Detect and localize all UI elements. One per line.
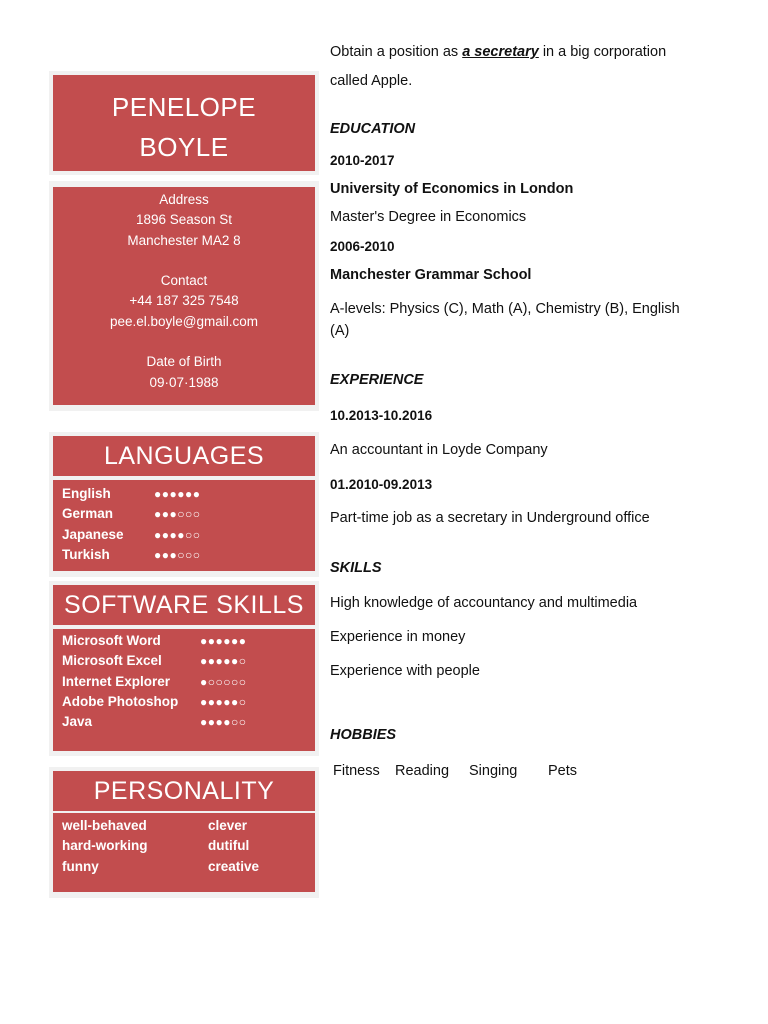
education-detail: A-levels: Physics (C), Math (A), Chemistry (B), English <box>330 301 680 317</box>
language-level: ●●●●●● <box>154 487 201 501</box>
experience-period: 10.2013-10.2016 <box>330 408 433 423</box>
software-name: Java <box>62 714 93 730</box>
skill-item: High knowledge of accountancy and multimedia <box>330 595 638 611</box>
software-name: Internet Explorer <box>62 673 171 689</box>
first-name: PENELOPE <box>111 92 257 122</box>
education-school: Manchester Grammar School <box>330 267 532 283</box>
software-name: Microsoft Word <box>62 633 161 648</box>
software-row <box>62 692 315 712</box>
objective-highlight: a secretary <box>462 44 539 60</box>
hobby-item: Singing <box>469 763 518 779</box>
personality-title: PERSONALITY <box>53 771 315 811</box>
phone-number: +44 187 325 7548 <box>129 293 239 309</box>
language-level: ●●●○○○ <box>154 507 201 522</box>
education-detail: Master's Degree in Economics <box>330 209 527 225</box>
personality-trait: hard-working <box>62 838 148 854</box>
experience-role: Part-time job as a secretary in Underground office <box>330 510 650 526</box>
personality-trait: well-behaved <box>62 818 147 833</box>
language-level: ●●●○○○ <box>154 547 201 562</box>
name-panel <box>49 71 319 175</box>
last-name: BOYLE <box>139 132 229 162</box>
contact-label: Contact <box>160 273 208 289</box>
personality-trait: creative <box>208 858 260 874</box>
skill-item: Experience in money <box>330 629 466 645</box>
software-list <box>53 629 315 751</box>
language-row <box>62 504 315 524</box>
software-level: ●●●●○○ <box>200 715 247 730</box>
address-label: Address <box>159 192 209 207</box>
info-block <box>53 187 315 405</box>
education-period: 2010-2017 <box>330 153 395 168</box>
software-level: ●●●●●● <box>200 634 247 648</box>
personality-col-1 <box>62 816 208 892</box>
language-row <box>62 484 315 504</box>
education-detail-cont: (A) <box>330 323 350 339</box>
hobbies-heading: HOBBIES <box>330 727 397 743</box>
software-name: Adobe Photoshop <box>62 693 179 709</box>
language-row <box>62 545 315 565</box>
software-row <box>62 651 315 671</box>
software-level: ●●●●●○ <box>200 654 247 669</box>
languages-list <box>53 480 315 571</box>
hobby-item: Fitness <box>333 763 380 779</box>
language-name: German <box>62 506 114 522</box>
personality-trait: clever <box>208 818 248 833</box>
experience-heading: EXPERIENCE <box>330 372 424 388</box>
language-row <box>62 525 315 545</box>
languages-title: LANGUAGES <box>53 436 315 476</box>
email-address: pee.el.boyle@gmail.com <box>109 313 259 329</box>
name-block <box>53 75 315 171</box>
languages-panel <box>49 432 319 577</box>
software-row <box>62 631 315 651</box>
language-name: Turkish <box>62 546 110 562</box>
personality-trait: funny <box>62 858 99 874</box>
education-heading: EDUCATION <box>330 121 416 137</box>
software-row <box>62 712 315 732</box>
language-name: Japanese <box>62 526 124 542</box>
personality-col-2 <box>208 816 259 892</box>
hobby-item: Pets <box>548 763 578 779</box>
dob-label: Date of Birth <box>146 354 222 370</box>
objective-line2: called Apple. <box>330 73 413 89</box>
language-name: English <box>62 486 111 501</box>
objective-line1: Obtain a position as a secretary in a big corporation <box>330 44 667 60</box>
info-panel <box>49 181 319 411</box>
address-line1: 1896 Season St <box>135 212 233 228</box>
software-level: ●●●●●○ <box>200 694 247 709</box>
language-level: ●●●●○○ <box>154 527 201 542</box>
personality-panel <box>49 767 319 898</box>
main-content <box>330 0 730 1024</box>
skills-heading: SKILLS <box>330 560 382 576</box>
software-title: SOFTWARE SKILLS <box>53 585 315 625</box>
software-panel <box>49 581 319 756</box>
software-name: Microsoft Excel <box>62 653 162 669</box>
education-period: 2006-2010 <box>330 239 395 254</box>
education-school: University of Economics in London <box>330 181 574 197</box>
personality-list <box>53 813 315 892</box>
software-row <box>62 672 315 692</box>
hobby-item: Reading <box>395 763 450 779</box>
experience-role: An accountant in Loyde Company <box>330 442 548 458</box>
skill-item: Experience with people <box>330 663 480 679</box>
personality-trait: dutiful <box>208 838 250 854</box>
software-level: ●○○○○○ <box>200 674 247 689</box>
dob-value: 09·07·1988 <box>149 374 219 390</box>
address-line2: Manchester MA2 8 <box>127 232 241 248</box>
experience-period: 01.2010-09.2013 <box>330 477 433 492</box>
